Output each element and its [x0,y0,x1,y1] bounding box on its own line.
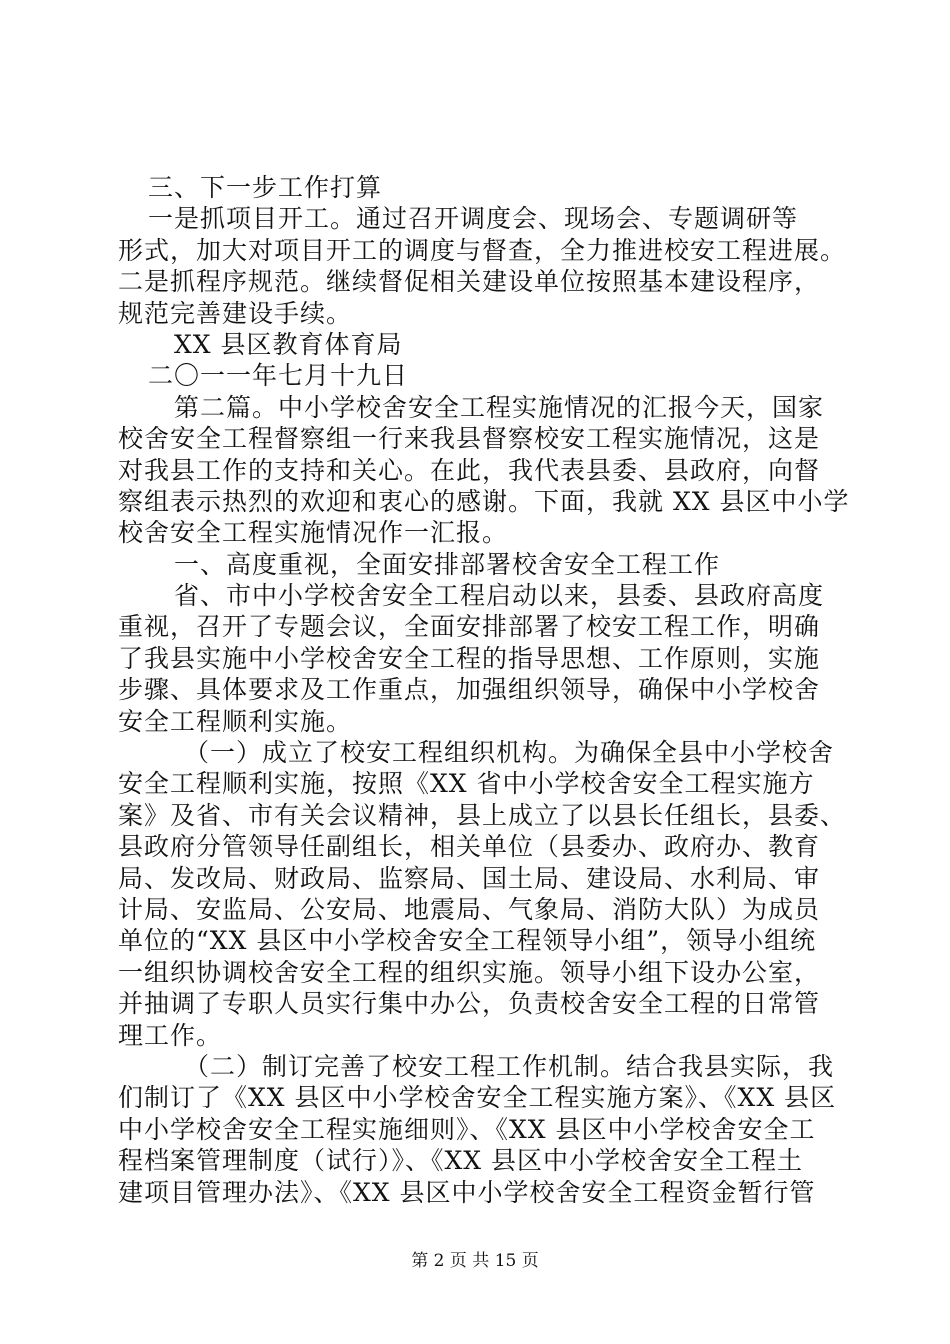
paragraph-line: 县政府分管领导任副组长，相关单位（县委办、政府办、教育 [118,832,821,862]
paragraph-line: 们制订了《XX 县区中小学校舍安全工程实施方案》、《XX 县区 [118,1083,837,1113]
document-body [118,172,850,1208]
paragraph-line: 局、发改局、财政局、监察局、国土局、建设局、水利局、审 [118,863,821,893]
paragraph-line: 建项目管理办法》、《XX 县区中小学校舍安全工程资金暂行管 [118,1177,816,1207]
paragraph-line: 规范完善建设手续。 [118,298,353,328]
paragraph-line: 计局、安监局、公安局、地震局、气象局、消防大队）为成员 [118,894,821,924]
paragraph-line: 程档案管理制度（试行）》、《XX 县区中小学校舍安全工程土 [118,1146,804,1176]
subsection-line: （二）制订完善了校安工程工作机制。结合我县实际，我 [184,1051,835,1081]
paragraph-line: 二是抓程序规范。继续督促相关建设单位按照基本建设程序， [118,267,821,297]
paragraph-line: 单位的“XX 县区中小学校舍安全工程领导小组”，领导小组统 [118,926,817,956]
paragraph-line: 形式，加大对项目开工的调度与督查，全力推进校安工程进展。 [118,235,847,265]
paragraph-line: 案》及省、市有关会议精神，县上成立了以县长任组长，县委、 [118,800,847,830]
page-number-footer: 第 2 页 共 15 页 [411,1251,539,1271]
paragraph-line: 对我县工作的支持和关心。在此，我代表县委、县政府，向督 [118,455,821,485]
paragraph-line: 第二篇。中小学校舍安全工程实施情况的汇报今天，国家 [174,392,825,422]
paragraph-line: 重视，召开了专题会议，全面安排部署了校安工程工作，明确 [118,612,821,642]
paragraph-line: 中小学校舍安全工程实施细则》、《XX 县区中小学校舍安全工 [118,1114,816,1144]
paragraph-line: 省、市中小学校舍安全工程启动以来，县委、县政府高度 [174,581,825,611]
paragraph-line: 了我县实施中小学校舍安全工程的指导思想、工作原则，实施 [118,643,821,673]
paragraph-line: 安全工程顺利实施。 [118,706,353,736]
paragraph-line: 一是抓项目开工。通过召开调度会、现场会、专题调研等 [148,204,799,234]
subsection-line: （一）成立了校安工程组织机构。为确保全县中小学校舍 [184,738,835,768]
paragraph-line: 并抽调了专职人员实行集中办公，负责校舍安全工程的日常管 [118,989,821,1019]
paragraph-line: 校舍安全工程督察组一行来我县督察校安工程实施情况，这是 [118,424,821,454]
paragraph-line: 一组织协调校舍安全工程的组织实施。领导小组下设办公室， [118,957,821,987]
signature-date: 二〇一一年七月十九日 [148,361,409,391]
section-heading: 一、高度重视，全面安排部署校舍安全工程工作 [174,549,721,579]
section-heading: 三、下一步工作打算 [148,173,383,202]
paragraph-line: 察组表示热烈的欢迎和衷心的感谢。下面，我就 XX 县区中小学 [118,486,850,516]
paragraph-line: 校舍安全工程实施情况作一汇报。 [118,518,509,548]
signature-org: XX 县区教育体育局 [174,329,403,359]
paragraph-line: 安全工程顺利实施，按照《XX 省中小学校舍安全工程实施方 [118,769,815,799]
paragraph-line: 理工作。 [118,1020,223,1050]
paragraph-line: 步骤、具体要求及工作重点，加强组织领导，确保中小学校舍 [118,675,821,705]
